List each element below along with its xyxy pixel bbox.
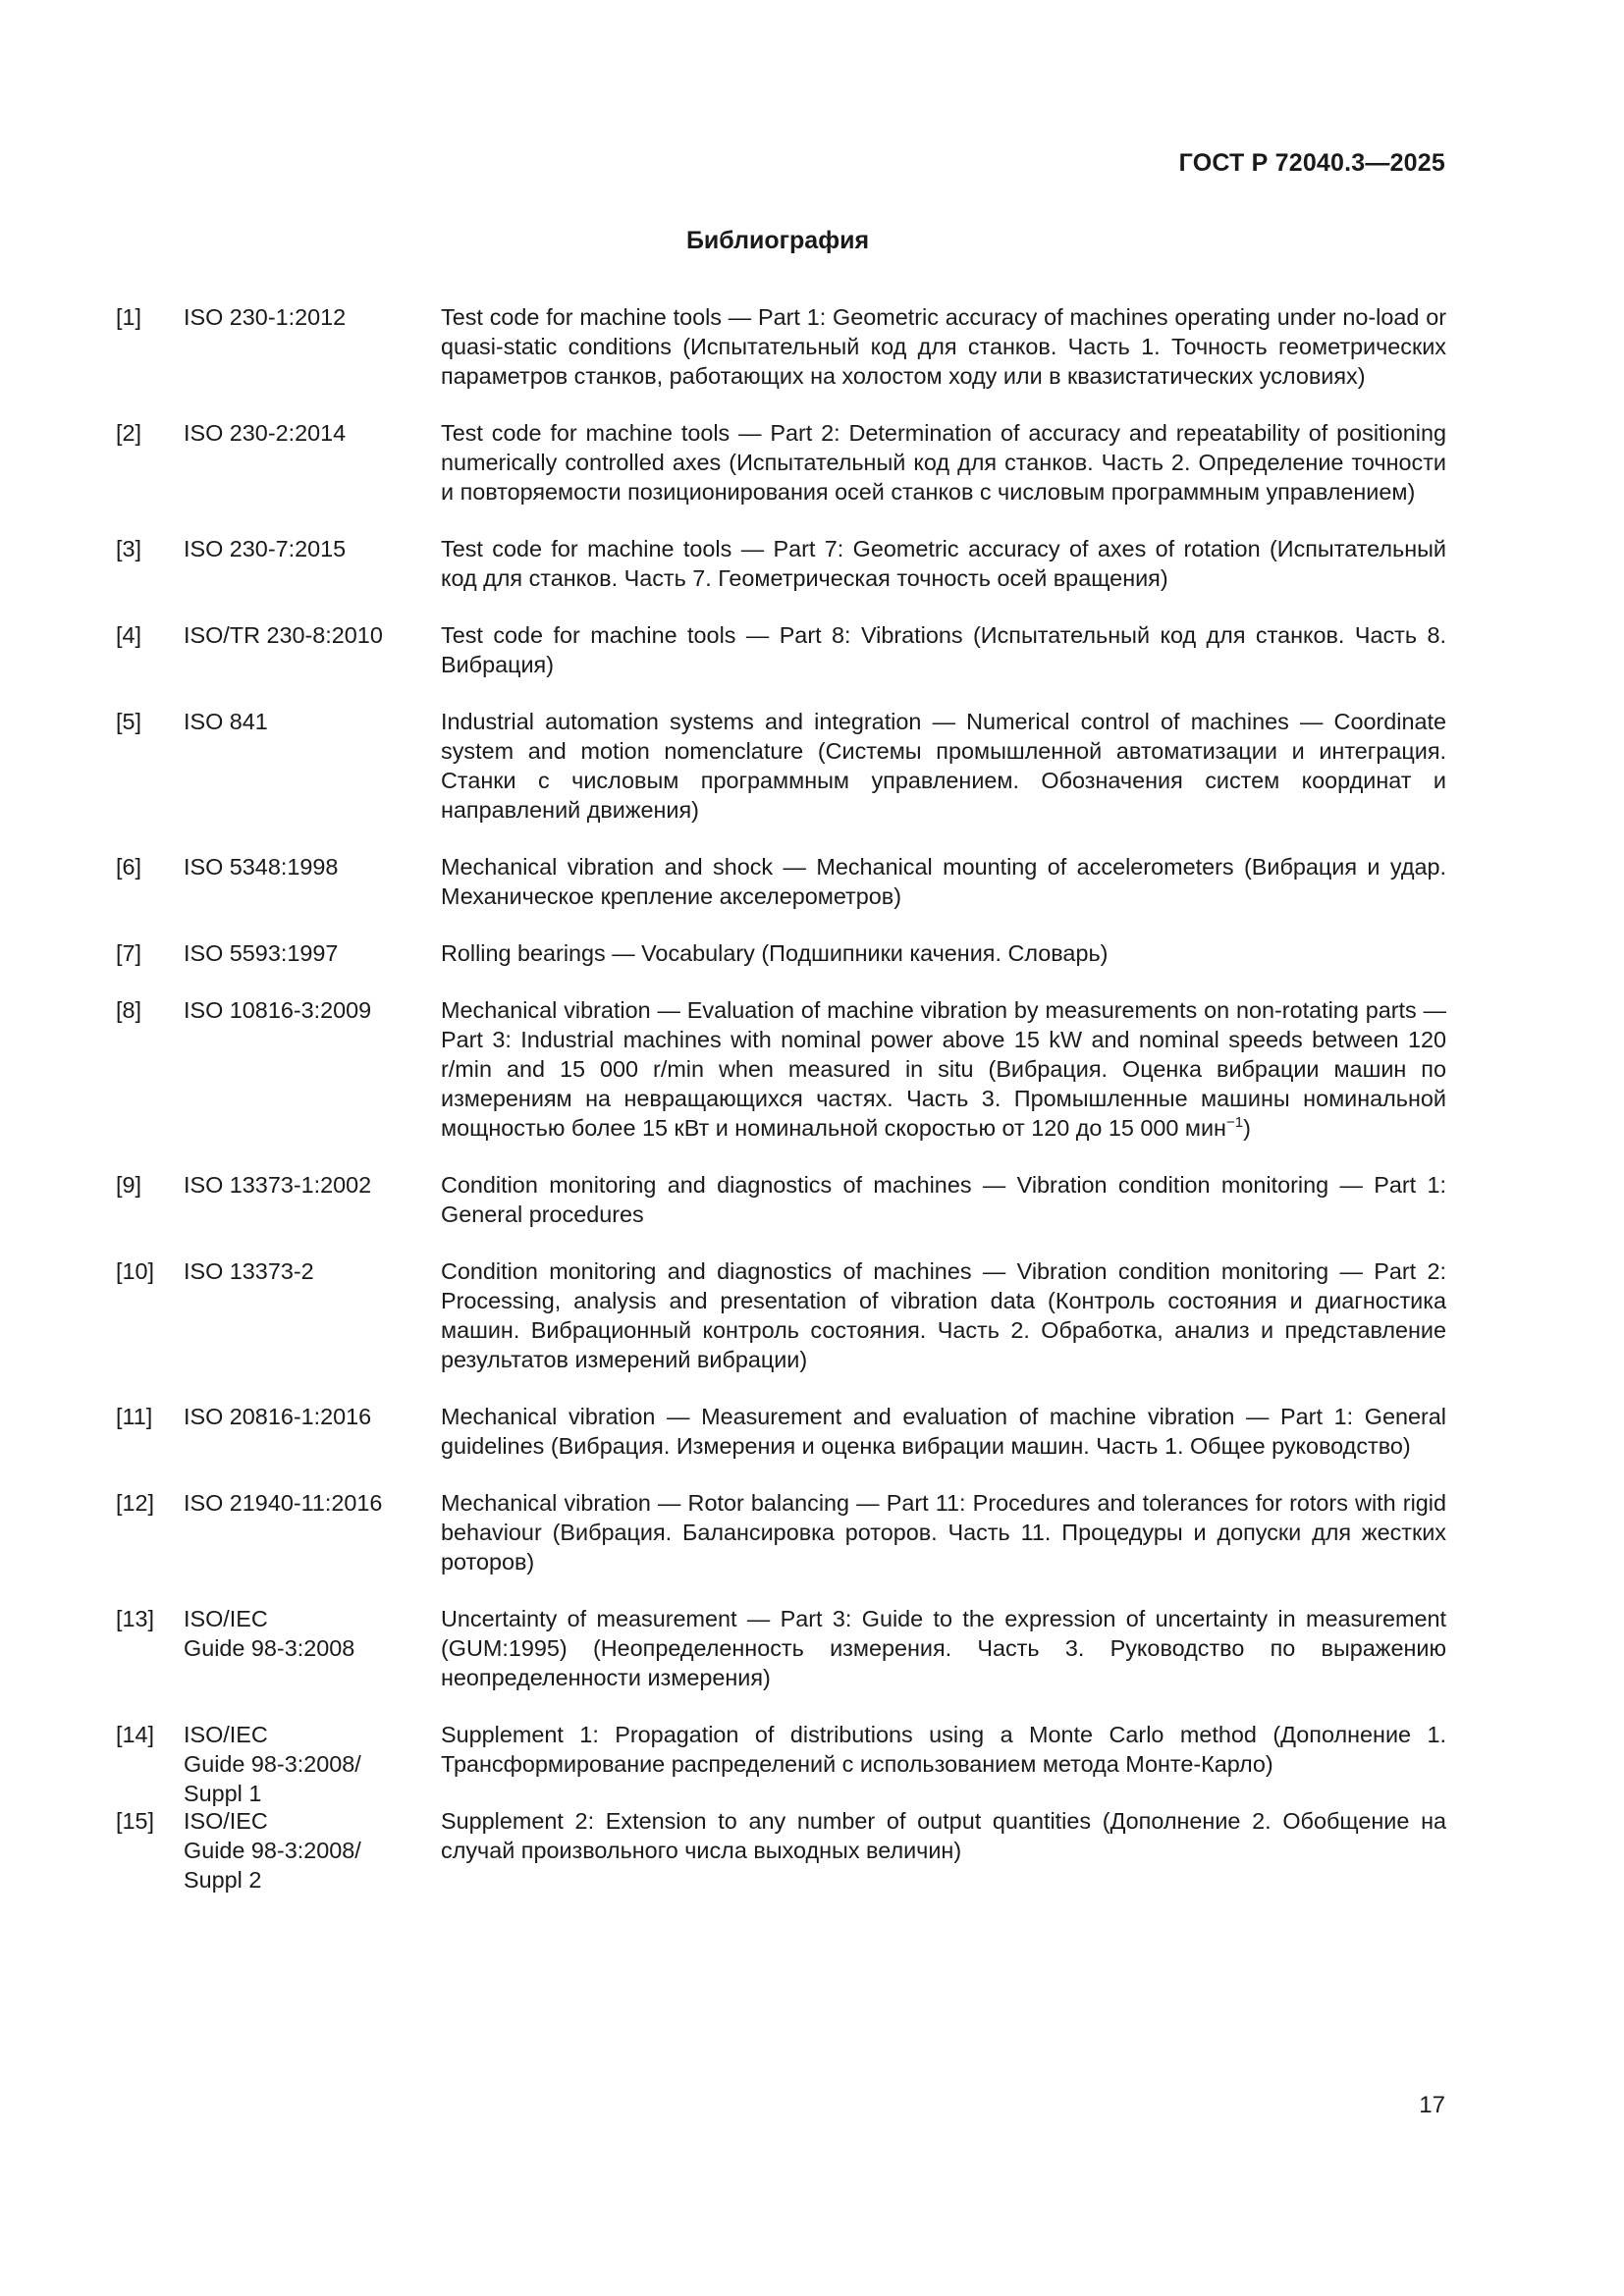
entry-description [441,1488,1446,1576]
entry-description-text: Test code for machine tools — Part 2: Determination of accuracy and repeatability of positioning numerically controlled axes (Испытательный код для станков. Часть 2. Определение точности и повторяемости позиционирования осей станков с числовым программным управлением) [441,420,1446,505]
page-title: Библиография [685,227,870,254]
bibliography-entry [116,1488,1446,1576]
entry-description [441,418,1446,507]
bibliography-entry [116,1402,1446,1461]
bibliography-entry [116,995,1446,1143]
entry-description [441,620,1446,679]
entry-description-text: Industrial automation systems and integration — Numerical control of machines — Coordinate system and motion nomenclature (Системы промышленной автоматизации и интеграция. Станки с числовым программным управлением. Обозначения систем координат и направлений движения) [441,709,1446,823]
bibliography-entry [116,302,1446,391]
entry-number: [10] [116,1258,155,1284]
bibliography-entry [116,707,1446,825]
entry-description [441,852,1446,911]
entry-description-superscript: −1 [1225,1114,1244,1132]
entry-description-text: Mechanical vibration and shock — Mechanical mounting of accelerometers (Вибрация и удар. Механическое крепление акселерометров) [441,854,1446,909]
entry-description [441,1806,1446,1865]
document-id: ГОСТ Р 72040.3—2025 [1178,149,1445,177]
entry-number: [1] [116,304,142,330]
entry-standard: ISO 841 [184,709,268,734]
bibliography-entry [116,418,1446,507]
entry-standard: ISO/TR 230-8:2010 [184,622,383,648]
entry-description-text: Condition monitoring and diagnostics of machines — Vibration condition monitoring — Part 2: Processing, analysis and presentation of vibration data (Контроль состояния и диагностика машин. Вибрационный контроль состояния. Часть 2. Обработка, анализ и представление результатов измерений вибрации) [441,1258,1446,1372]
entry-description [441,534,1446,593]
entry-number: [2] [116,420,142,446]
entry-number: [15] [116,1808,155,1834]
entry-number: [13] [116,1606,155,1631]
entry-description-text: Mechanical vibration — Evaluation of machine vibration by measurements on non-rotating parts — Part 3: Industrial machines with nominal power above 15 kW and nominal speeds between 120 r/min and 15 000 r/min when measured in situ (Вибрация. Оценка вибрации машин по измерениям на невращающихся частях. Часть 3. Промышленные машины номинальной мощностью более 15 кВт и номинальной скоростью от 120 до 15 000 мин [441,997,1446,1141]
entry-number: [12] [116,1490,155,1516]
bibliography-list [116,302,1446,1893]
entry-number: [6] [116,854,142,880]
entry-standard: ISO 230-2:2014 [184,420,347,446]
entry-description-text: Test code for machine tools — Part 7: Geometric accuracy of axes of rotation (Испытательный код для станков. Часть 7. Геометрическая точность осей вращения) [441,536,1446,591]
entry-description-text: Supplement 1: Propagation of distributions using a Monte Carlo method (Дополнение 1. Трансформирование распределений с использованием метода Монте-Карло) [441,1722,1446,1777]
bibliography-entry [116,1256,1446,1374]
entry-standard: ISO 21940-11:2016 [184,1490,383,1516]
entry-description [441,1402,1446,1461]
bibliography-entry [116,1720,1446,1806]
entry-number: [8] [116,997,142,1023]
entry-standard: ISO 230-7:2015 [184,536,347,561]
entry-standard: ISO 5348:1998 [184,854,339,880]
entry-number: [11] [116,1404,153,1429]
entry-description [441,1256,1446,1374]
bibliography-entry [116,852,1446,911]
entry-description [441,938,1446,968]
entry-number: [14] [116,1722,155,1747]
entry-description-text: Mechanical vibration — Rotor balancing — Part 11: Procedures and tolerances for rotors with rigid behaviour (Вибрация. Балансировка роторов. Часть 11. Процедуры и допуски для жестких роторов) [441,1490,1446,1575]
entry-standard: ISO/IEC Guide 98-3:2008/ Suppl 1 [184,1722,361,1806]
entry-description-text: Test code for machine tools — Part 8: Vibrations (Испытательный код для станков. Часть 8. Вибрация) [441,622,1446,677]
entry-description [441,302,1446,391]
entry-number: [4] [116,622,142,648]
entry-description [441,707,1446,825]
bibliography-entry [116,938,1446,968]
bibliography-entry [116,1604,1446,1692]
entry-number: [5] [116,709,142,734]
entry-description-text: Mechanical vibration — Measurement and evaluation of machine vibration — Part 1: General guidelines (Вибрация. Измерения и оценка вибрации машин. Часть 1. Общее руководство) [441,1404,1446,1459]
entry-number: [9] [116,1172,142,1198]
entry-number: [3] [116,536,142,561]
entry-description [441,1604,1446,1692]
entry-description-text: Condition monitoring and diagnostics of machines — Vibration condition monitoring — Part 1: General procedures [441,1172,1446,1227]
entry-standard: ISO 230-1:2012 [184,304,347,330]
entry-description [441,995,1446,1143]
bibliography-entry [116,1170,1446,1229]
bibliography-entry [116,1806,1446,1893]
entry-standard: ISO 5593:1997 [184,940,339,966]
entry-standard: ISO 10816-3:2009 [184,997,372,1023]
entry-standard: ISO 13373-1:2002 [184,1172,372,1198]
bibliography-entry [116,534,1446,593]
page-number: 17 [1419,2092,1445,2118]
entry-description-text: Rolling bearings — Vocabulary (Подшипники качения. Словарь) [441,940,1109,966]
entry-description-text: Test code for machine tools — Part 1: Geometric accuracy of machines operating under no-load or quasi-static conditions (Испытательный код для станков. Часть 1. Точность геометрических параметров станков, работающих на холостом ходу или в квазистатических условиях) [441,304,1446,389]
entry-description [441,1170,1446,1229]
entry-description-tail: ) [1243,1115,1251,1141]
bibliography-entry [116,620,1446,679]
entry-number: [7] [116,940,142,966]
entry-standard: ISO/IEC Guide 98-3:2008 [184,1606,355,1661]
entry-description-text: Supplement 2: Extension to any number of output quantities (Дополнение 2. Обобщение на случай произвольного числа выходных величин) [441,1808,1446,1863]
entry-description [441,1720,1446,1779]
entry-standard: ISO/IEC Guide 98-3:2008/ Suppl 2 [184,1808,361,1893]
entry-description-text: Uncertainty of measurement — Part 3: Guide to the expression of uncertainty in measurement (GUM:1995) (Неопределенность измерения. Часть 3. Руководство по выражению неопределенности измерения) [441,1606,1446,1690]
entry-standard: ISO 20816-1:2016 [184,1404,372,1429]
entry-standard: ISO 13373-2 [184,1258,314,1284]
